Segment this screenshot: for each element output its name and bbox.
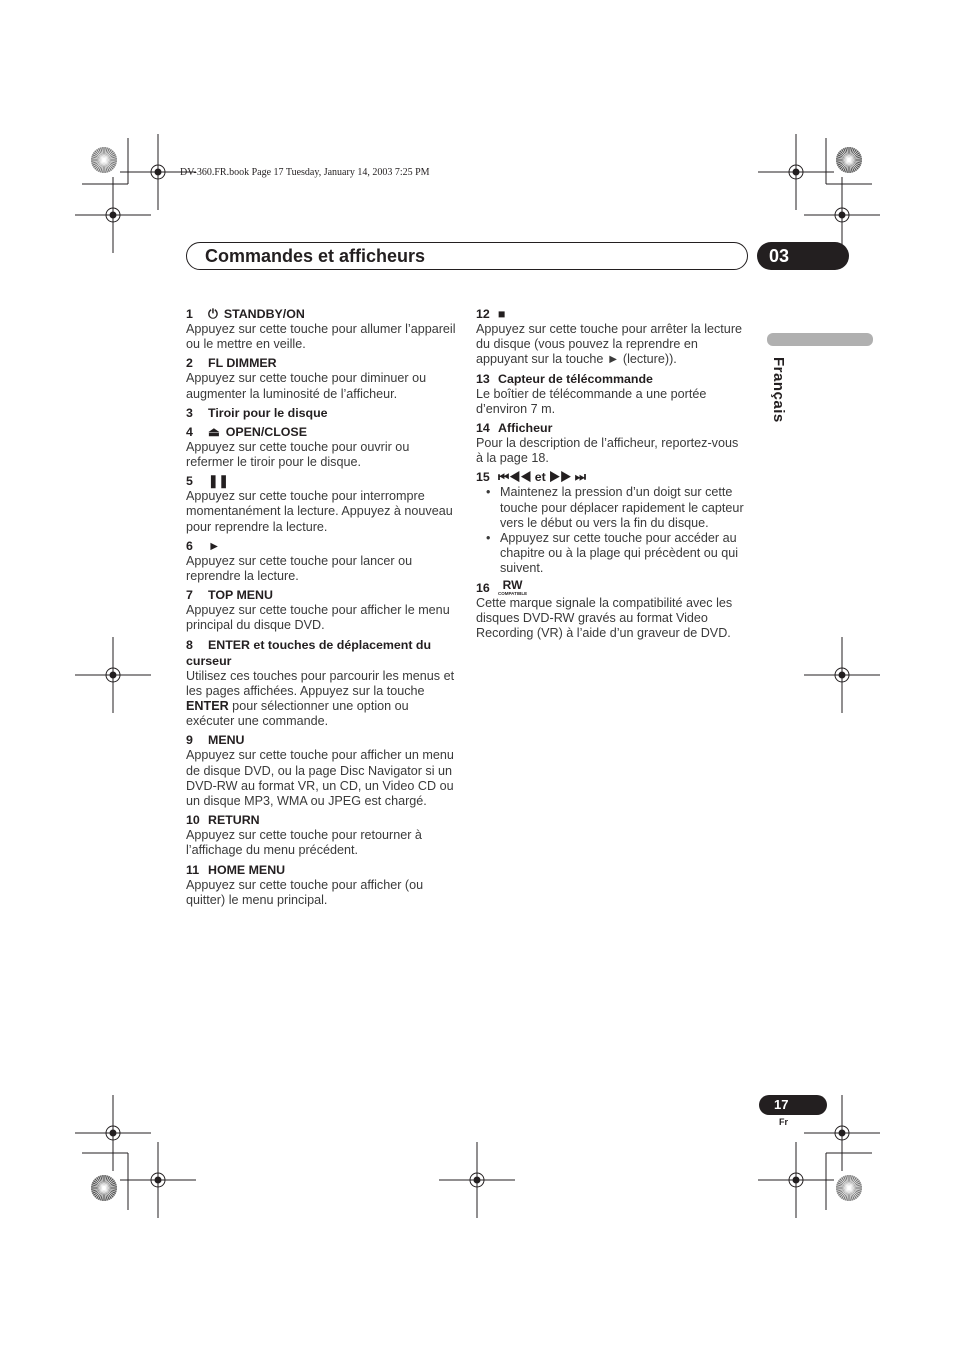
item-number: 3 [186,405,193,420]
item-title: OPEN/CLOSE [225,424,307,439]
button-icon: ⏻ [208,307,218,321]
item-heading [186,732,458,748]
item-title: FL DIMMER [208,356,277,371]
item-description: Appuyez sur cette touche pour diminuer ou augmenter la luminosité de l’afficheur. [186,371,427,401]
item-description: Appuyez sur cette touche pour allumer l’appareil ou le mettre en veille. [186,322,456,352]
bullet-list [476,485,748,576]
item-title: Capteur de télécommande [498,371,653,386]
item-title: Afficheur [498,421,553,436]
item-heading [186,538,458,554]
item-title: STANDBY/ON [223,307,305,321]
list-item [186,424,458,470]
item-heading [186,355,458,371]
item-title: MENU [208,733,245,748]
bullet-item: • Appuyez sur cette touche pour accéder au chapitre ou à la plage qui précèdent ou qui suivent. [500,531,748,577]
item-heading [186,587,458,603]
item-heading [476,420,748,436]
book-info-line: DV-360.FR.book Page 17 Tuesday, January 14, 2003 7:25 PM [180,167,430,178]
section-header [186,242,748,270]
item-number: 6 [186,538,193,553]
list-item [186,732,458,809]
crosshair-mark [120,1142,196,1218]
crosshair-mark [758,134,834,210]
list-item [186,812,458,858]
crosshair-mark [439,1142,515,1218]
list-item [476,469,748,576]
item-number: 13 [476,371,490,386]
page-number: 17 [759,1095,827,1115]
item-heading [186,306,458,322]
item-heading [476,469,748,485]
description-text: pour sélectionner une option ou exécuter une commande. [186,699,409,729]
chapter-badge: 03 [757,242,849,270]
crosshair-mark [75,177,151,253]
item-heading [186,637,458,669]
item-number: 16 [476,580,490,595]
item-description: Appuyez sur cette touche pour ouvrir ou refermer le tiroir pour le disque. [186,439,410,470]
item-heading [476,306,748,322]
item-description: Appuyez sur cette touche pour arrêter la lecture du disque (vous pouvez la reprendre en appuyant sur la touche ► (lecture)). [476,322,743,367]
item-number: 15 [476,470,490,485]
rw-compatible-logo [498,577,528,596]
list-item [476,577,748,642]
list-item [186,637,458,730]
section-title: Commandes et afficheurs [205,246,426,266]
starburst-mark [91,1175,117,1201]
button-icon: ■ [498,307,506,321]
list-item [186,587,458,633]
item-title: ENTER et touches de déplacement du curseur [186,637,432,668]
button-icon: ⏏ [208,424,220,439]
language-label: Français [770,357,787,423]
rw-logo-subtext: COMPATIBLE [498,590,528,596]
item-title: TOP MENU [208,588,273,603]
list-item [186,355,458,401]
item-description: Le boîtier de télécommande a une portée d’environ 7 m. [476,386,707,416]
crosshair-mark [75,637,151,713]
list-item [186,405,458,421]
item-heading [186,862,458,878]
item-number: 7 [186,588,193,603]
item-number: 8 [186,637,193,652]
item-heading [476,371,748,387]
item-title: Tiroir pour le disque [208,405,328,420]
item-number: 14 [476,421,490,436]
list-item [476,420,748,466]
item-description: Appuyez sur cette touche pour afficher un menu de disque DVD, ou la page Disc Navigator si un DVD-RW au format VR, un CD, un Video CD ou un disque MP3, WMA ou JPEG est chargé. [186,748,454,809]
item-number: 1 [186,307,193,321]
item-title: RETURN [208,813,260,828]
item-number: 2 [186,356,193,371]
button-icon: ❚❚ [208,474,229,489]
item-heading [186,812,458,828]
crosshair-mark [75,1095,151,1171]
item-number: 12 [476,307,490,321]
starburst-mark [836,147,862,173]
bullet-item: • Maintenez la pression d’un doigt sur cette touche pour déplacer rapidement le capteur vers le début ou vers la fin du disque. [500,485,748,531]
item-heading [186,473,458,489]
item-number: 4 [186,424,193,439]
item-description [186,669,458,730]
language-tab [767,333,873,346]
item-heading [186,405,458,421]
item-number: 11 [186,862,200,877]
item-title: ⏮◀◀ et ▶▶ ⏭ [498,470,586,485]
list-item [186,306,458,352]
crosshair-mark [804,637,880,713]
item-number: 10 [186,813,200,828]
list-item [186,473,458,535]
item-description: Appuyez sur cette touche pour lancer ou reprendre la lecture. [186,553,413,584]
description-key: ENTER [186,699,229,714]
item-number: 9 [186,733,193,748]
starburst-mark [91,147,117,173]
button-icon: ► [208,538,221,553]
crosshair-mark [758,1142,834,1218]
rw-logo-text: RW [502,577,523,592]
item-description: Appuyez sur cette touche pour afficher (ou quitter) le menu principal. [186,877,424,907]
list-item [186,862,458,908]
item-description: Cette marque signale la compatibilité avec les disques DVD-RW gravés au format Video Recording (VR) à l’aide d’un graveur de DVD. [476,595,733,641]
item-description: Appuyez sur cette touche pour retourner à l’affichage du menu précédent. [186,828,422,858]
item-heading [186,424,458,440]
item-heading [476,577,748,596]
item-description: Pour la description de l’afficheur, reportez-vous à la page 18. [476,436,739,466]
starburst-mark [836,1175,862,1201]
list-item [476,306,748,368]
description-text: Utilisez ces touches pour parcourir les menus et les pages affichées. Appuyez sur la touche [186,668,455,698]
left-column [186,306,458,911]
item-description: Appuyez sur cette touche pour interrompre momentanément la lecture. Appuyez à nouveau pour reprendre la lecture. [186,489,453,534]
item-title: HOME MENU [208,862,286,877]
list-item [186,538,458,584]
page-language: Fr [779,1117,788,1127]
item-description: Appuyez sur cette touche pour afficher le menu principal du disque DVD. [186,603,450,633]
right-column [476,306,748,644]
list-item [476,371,748,417]
item-number: 5 [186,474,193,489]
